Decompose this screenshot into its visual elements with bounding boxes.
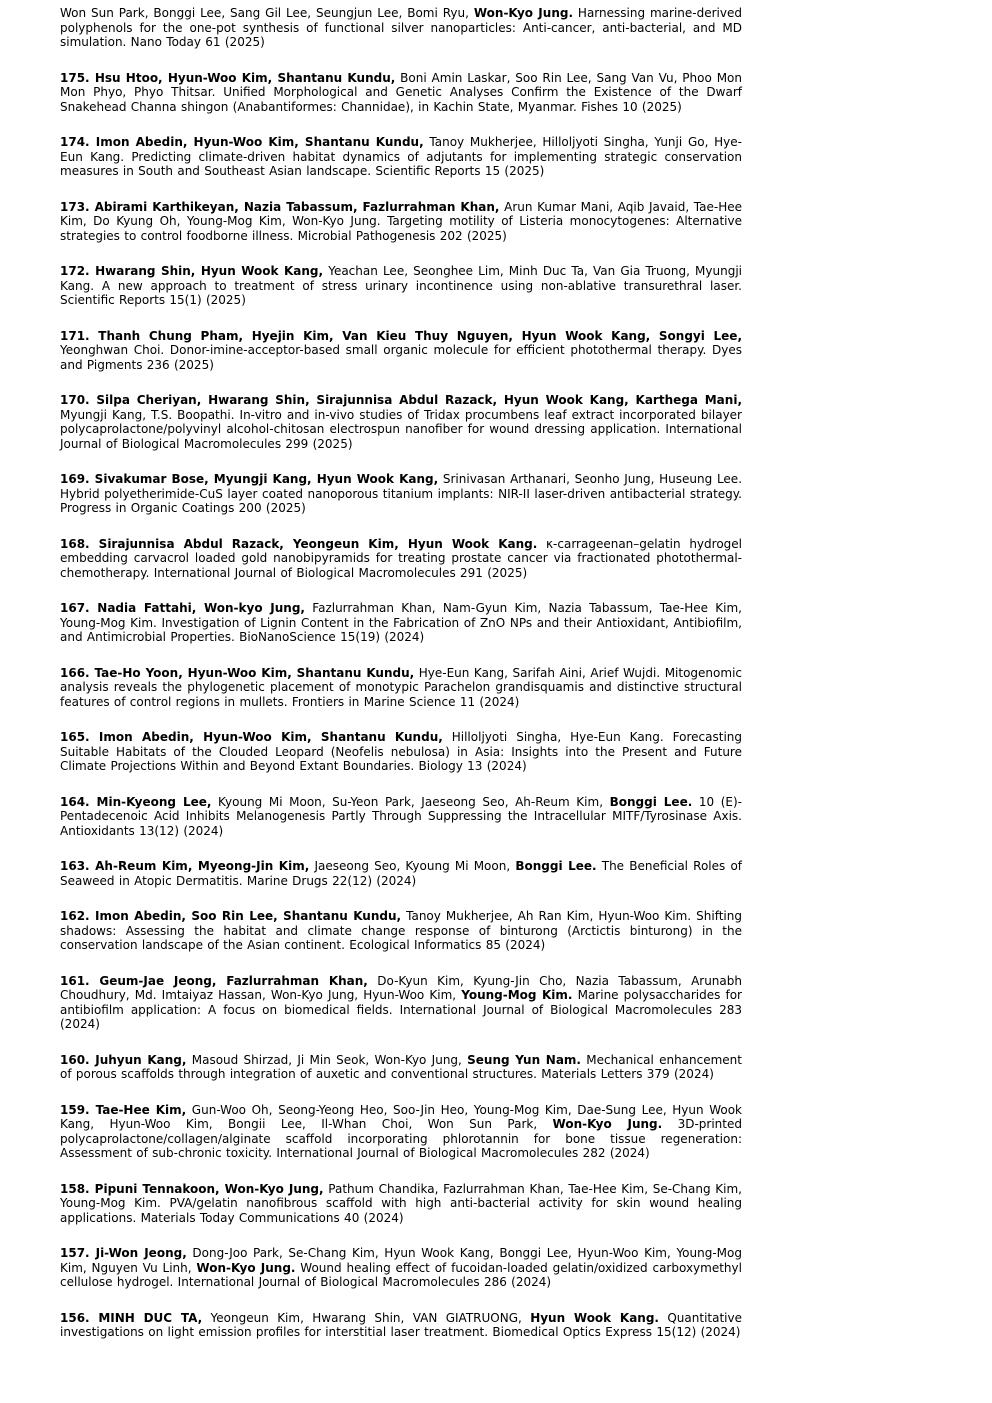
entry-coauthors: Boni Amin Laskar, Soo Rin Lee, Sang Van Vu, Phoo Mon Mon Phyo, Phyo Thitsar. xyxy=(60,70,742,99)
entry-title-journal: Shifting shadows: Assessing the habitat and climate change response of binturong (Arctictis binturong) in the conservation landscape of the Asian continent. Ecological Informatics 85 (2024) xyxy=(60,909,742,952)
entry-coauthors: Do-Kyun Kim, Kyung-Jin Cho, Nazia Tabassum, Arunabh Choudhury, Md. Imtaiyaz Hassan, Won-Kyo Jung, Hyun-Woo Kim, xyxy=(60,973,742,1002)
entry-lead-authors: Imon Abedin, Soo Rin Lee, Shantanu Kundu, xyxy=(89,909,402,923)
publication-entry xyxy=(60,795,742,839)
entry-number: 175. xyxy=(60,70,90,85)
entry-title-journal: Donor-imine-acceptor-based small organic molecule for efficient photothermal therapy. Dyes and Pigments 236 (2025) xyxy=(60,343,742,372)
publication-entry xyxy=(60,601,742,645)
entry-title-journal: Mechanical enhancement of porous scaffolds through integration of auxetic and conventional structures. Materials Letters 379 (2024) xyxy=(60,1052,742,1081)
publication-list xyxy=(60,6,742,1361)
entry-number: 168. xyxy=(60,536,90,551)
entry-number: 170. xyxy=(60,393,90,407)
entry-coauthors: Yeongeun Kim, Hwarang Shin, VAN GIATRUONG, xyxy=(202,1310,531,1325)
publication-entry xyxy=(60,537,742,581)
publication-entry xyxy=(60,909,742,953)
entry-coauthors: Gun-Woo Oh, Seong-Yeong Heo, Soo-Jin Heo, Young-Mog Kim, Dae-Sung Lee, Hyun Wook Kang, Hyun-Woo Kim, Bongii Lee, Il-Whan Choi, Won Sun Park, xyxy=(60,1102,742,1131)
entry-lead-authors: Tae-Ho Yoon, Hyun-Woo Kim, Shantanu Kundu, xyxy=(89,665,415,680)
entry-title-journal: 3D-printed polycaprolactone/collagen/alginate scaffold incorporating phlorotannin for bone tissue regeneration: Assessment of sub-chronic toxicity. International Journal of Biological Macromolecules 282 (2024) xyxy=(60,1117,742,1160)
entry-lead-authors: Hwarang Shin, Hyun Wook Kang, xyxy=(89,264,324,278)
entry-lead-authors: MINH DUC TA, xyxy=(89,1310,203,1325)
entry-corresponding-author: Young-Mog Kim. xyxy=(461,988,573,1002)
entry-title-journal: Mitogenomic analysis reveals the phylogenetic placement of monotypic Parachelon grandisquamis and distinctive structural features of control regions in mullets. Frontiers in Marine Science 11 (2024) xyxy=(60,665,742,709)
entry-number: 174. xyxy=(60,135,90,149)
entry-coauthors: Yeachan Lee, Seonghee Lim, Minh Duc Ta, Van Gia Truong, Myungji Kang. xyxy=(60,264,742,293)
entry-coauthors: Dong-Joo Park, Se-Chang Kim, Hyun Wook Kang, Bonggi Lee, Hyun-Woo Kim, Young-Mog Kim, Nguyen Vu Linh, xyxy=(60,1246,742,1275)
entry-coauthors: Jaeseong Seo, Kyoung Mi Moon, xyxy=(309,859,516,873)
entry-coauthors: Won Sun Park, Bonggi Lee, Sang Gil Lee, Seungjun Lee, Bomi Ryu, xyxy=(60,6,474,20)
entry-lead-authors: Min-Kyeong Lee, xyxy=(89,794,212,809)
entry-corresponding-author: Bonggi Lee. xyxy=(609,794,693,809)
entry-number: 158. xyxy=(60,1181,90,1196)
entry-coauthors: Yeonghwan Choi. xyxy=(60,343,165,357)
entry-title-journal: PVA/gelatin nanofibrous scaffold with high anti-bacterial activity for skin wound healing applications. Materials Today Communications 40 (2024) xyxy=(60,1196,742,1225)
entry-number: 164. xyxy=(60,794,90,809)
entry-lead-authors: Imon Abedin, Hyun-Woo Kim, Shantanu Kundu, xyxy=(89,730,443,744)
publication-entry xyxy=(60,135,742,179)
entry-lead-authors: Thanh Chung Pham, Hyejin Kim, Van Kieu Thuy Nguyen, Hyun Wook Kang, Songyi Lee, xyxy=(89,328,742,343)
publication-entry xyxy=(60,1246,742,1290)
entry-number: 156. xyxy=(60,1310,90,1325)
entry-coauthors: Srinivasan Arthanari, Seonho Jung, Huseung Lee. xyxy=(438,472,743,486)
entry-title-journal: 10 (E)-Pentadecenoic Acid Inhibits Melanogenesis Partly Through Suppressing the Intracellular MITF/Tyrosinase Axis. Antioxidants 13(12) (2024) xyxy=(60,794,742,838)
entry-title-journal: A new approach to treatment of stress urinary incontinence using non-ablative transurethral laser. Scientific Reports 15(1) (2025) xyxy=(60,278,742,307)
entry-number: 166. xyxy=(60,665,90,680)
entry-lead-authors: Ah-Reum Kim, Myeong-Jin Kim, xyxy=(89,859,310,873)
publication-entry xyxy=(60,329,742,373)
publication-entry xyxy=(60,472,742,516)
entry-title-journal: Wound healing effect of fucoidan-loaded gelatin/oxidized carboxymethyl cellulose hydrogel. International Journal of Biological Macromolecules 286 (2024) xyxy=(60,1260,742,1289)
entry-lead-authors: Geum-Jae Jeong, Fazlurrahman Khan, xyxy=(89,973,368,988)
entry-number: 169. xyxy=(60,472,90,486)
entry-corresponding-author: Won-Kyo Jung. xyxy=(473,6,574,20)
entry-coauthors: Arun Kumar Mani, Aqib Javaid, Tae-Hee Kim, Do Kyung Oh, Young-Mog Kim, Won-Kyo Jung. xyxy=(60,199,742,228)
publication-entry xyxy=(60,1182,742,1226)
publication-entry xyxy=(60,200,742,244)
entry-corresponding-author: Won-Kyo Jung. xyxy=(552,1117,663,1131)
entry-number: 161. xyxy=(60,973,90,988)
entry-number: 171. xyxy=(60,328,90,343)
entry-coauthors: Hilloljyoti Singha, Hye-Eun Kang. xyxy=(442,730,664,744)
entry-lead-authors: Hsu Htoo, Hyun-Woo Kim, Shantanu Kundu, xyxy=(89,70,396,85)
entry-number: 157. xyxy=(60,1246,90,1260)
entry-lead-authors: Sivakumar Bose, Myungji Kang, Hyun Wook Kang, xyxy=(89,472,439,486)
entry-title-journal: The Beneficial Roles of Seaweed in Atopic Dermatitis. Marine Drugs 22(12) (2024) xyxy=(60,859,743,888)
entry-title-journal: Quantitative investigations on light emission profiles for interstitial laser treatment. Biomedical Optics Express 15(12) (2024) xyxy=(60,1310,742,1339)
entry-lead-authors: Pipuni Tennakoon, Won-Kyo Jung, xyxy=(89,1181,324,1196)
entry-title-journal: Targeting motility of Listeria monocytogenes: Alternative strategies to control foodborne illness. Microbial Pathogenesis 202 (2025) xyxy=(60,214,742,243)
publication-entry xyxy=(60,859,742,888)
entry-lead-authors: Ji-Won Jeong, xyxy=(89,1246,187,1260)
entry-corresponding-author: Bonggi Lee. xyxy=(515,859,597,873)
entry-number: 162. xyxy=(60,909,90,923)
entry-coauthors: Pathum Chandika, Fazlurrahman Khan, Tae-Hee Kim, Se-Chang Kim, Young-Mog Kim. xyxy=(60,1181,742,1210)
entry-coauthors: Fazlurrahman Khan, Nam-Gyun Kim, Nazia Tabassum, Tae-Hee Kim, Young-Mog Kim. xyxy=(60,601,742,630)
entry-title-journal: Marine polysaccharides for antibiofilm application: A focus on biomedical fields. International Journal of Biological Macromolecules 283 (2024) xyxy=(60,988,742,1031)
entry-title-journal: Forecasting Suitable Habitats of the Clouded Leopard (Neofelis nebulosa) in Asia: Insights into the Present and Future Climate Projections Within and Beyond Extant Boundaries. Biology 13 (2024) xyxy=(60,730,742,773)
entry-number: 163. xyxy=(60,859,90,873)
entry-coauthors: Masoud Shirzad, Ji Min Seok, Won-Kyo Jung, xyxy=(186,1052,468,1067)
entry-title-journal: Investigation of Lignin Content in the Fabrication of ZnO NPs and their Antioxidant, Antibiofilm, and Antimicrobial Properties. BioNanoScience 15(19) (2024) xyxy=(60,615,742,644)
entry-title-journal: κ-carrageenan–gelatin hydrogel embedding carvacrol loaded gold nanobipyramids for treating prostate cancer via fractionated photothermal-chemotherapy. International Journal of Biological Macromolecules 291 (2025) xyxy=(60,536,742,580)
entry-lead-authors: Silpa Cheriyan, Hwarang Shin, Sirajunnisa Abdul Razack, Hyun Wook Kang, Karthega Mani, xyxy=(89,393,742,407)
entry-corresponding-author: Won-Kyo Jung. xyxy=(196,1260,296,1275)
entry-number: 172. xyxy=(60,264,90,278)
entry-coauthors: Tanoy Mukherjee, Ah Ran Kim, Hyun-Woo Kim. xyxy=(401,909,692,923)
publication-entry xyxy=(60,6,742,50)
entry-coauthors: Hye-Eun Kang, Sarifah Aini, Arief Wujdi. xyxy=(414,665,661,680)
entry-corresponding-author: Seung Yun Nam. xyxy=(467,1052,581,1067)
publication-entry xyxy=(60,1053,742,1082)
entry-title-journal: Hybrid polyetherimide-CuS layer coated nanoporous titanium implants: NIR-II laser-driven antibacterial strategy. Progress in Organic Coatings 200 (2025) xyxy=(60,486,742,515)
entry-title-journal: Unified Morphological and Genetic Analyses Confirm the Existence of the Dwarf Snakehead Channa shingon (Anabantiformes: Channidae), in Kachin State, Myanmar. Fishes 10 (2025) xyxy=(60,85,742,114)
entry-lead-authors: Nadia Fattahi, Won-kyo Jung, xyxy=(89,601,305,615)
entry-coauthors: Tanoy Mukherjee, Hilloljyoti Singha, Yunji Go, Hye-Eun Kang. xyxy=(60,135,742,164)
publication-entry xyxy=(60,393,742,451)
publication-entry xyxy=(60,730,742,774)
entry-title-journal: In-vitro and in-vivo studies of Tridax procumbens leaf extract incorporated bilayer polycaprolactone/polyvinyl alcohol-chitosan electrospun nanofiber for wound dressing application. International Journal of Biological Macromolecules 299 (2025) xyxy=(60,407,742,451)
entry-number: 160. xyxy=(60,1052,90,1067)
entry-corresponding-author: Hyun Wook Kang. xyxy=(530,1310,659,1325)
publication-entry xyxy=(60,1103,742,1161)
entry-number: 167. xyxy=(60,601,90,615)
entry-lead-authors: Tae-Hee Kim, xyxy=(89,1102,187,1117)
publication-entry xyxy=(60,1311,742,1340)
entry-title-journal: Predicting climate-driven habitat dynamics of adjutants for implementing strategic conservation measures in South and Southeast Asian landscape. Scientific Reports 15 (2025) xyxy=(60,149,743,178)
entry-coauthors: Myungji Kang, T.S. Boopathi. xyxy=(60,407,235,422)
entry-number: 173. xyxy=(60,199,90,214)
entry-number: 165. xyxy=(60,730,90,744)
entry-coauthors: Kyoung Mi Moon, Su-Yeon Park, Jaeseong Seo, Ah-Reum Kim, xyxy=(211,794,610,809)
entry-lead-authors: Juhyun Kang, xyxy=(89,1052,187,1067)
publication-entry xyxy=(60,71,742,115)
entry-lead-authors: Imon Abedin, Hyun-Woo Kim, Shantanu Kundu, xyxy=(89,135,424,149)
entry-lead-authors: Sirajunnisa Abdul Razack, Yeongeun Kim, Hyun Wook Kang. xyxy=(89,536,538,551)
publication-entry xyxy=(60,666,742,710)
entry-title-journal: Harnessing marine-derived polyphenols for the one-pot synthesis of functional silver nanoparticles: Anti-cancer, anti-bacterial, and MD simulation. Nano Today 61 (2025) xyxy=(60,6,742,49)
publication-entry xyxy=(60,974,742,1032)
publication-entry xyxy=(60,264,742,308)
entry-number: 159. xyxy=(60,1102,90,1117)
entry-lead-authors: Abirami Karthikeyan, Nazia Tabassum, Fazlurrahman Khan, xyxy=(89,199,500,214)
